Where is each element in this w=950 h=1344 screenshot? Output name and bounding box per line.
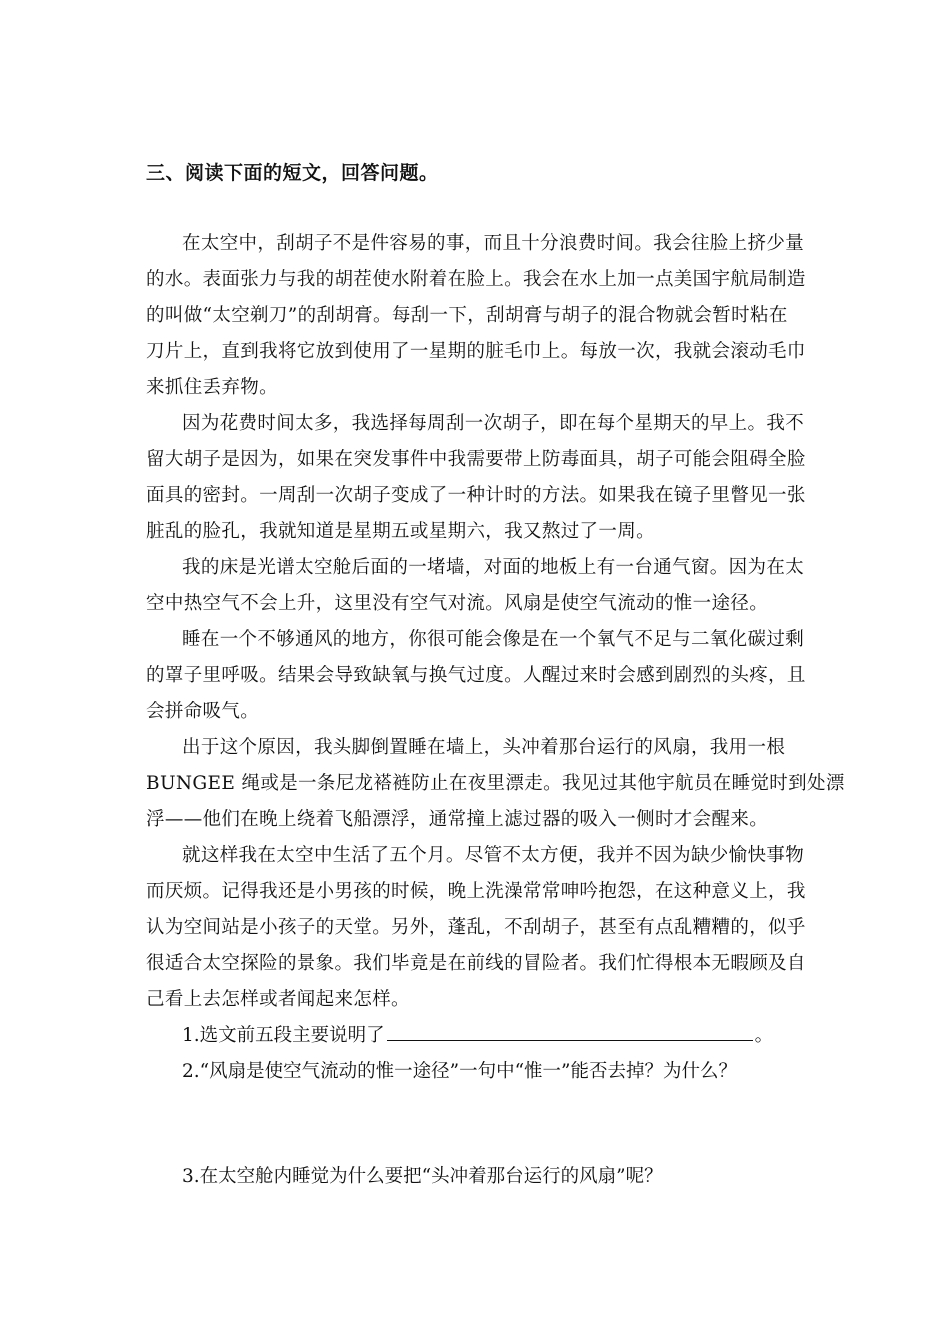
paragraph-2-line-4: 脏乱的脸孔，我就知道是星期五或星期六，我又熬过了一周。 <box>146 521 655 542</box>
question-1-suffix: 。 <box>754 1025 774 1046</box>
paragraph-5-line-2: BUNGEE 绳或是一条尼龙褡裢防止在夜里漂走。我见过其他宇航员在睡觉时到处漂 <box>146 773 845 794</box>
paragraph-6-line-2: 而厌烦。记得我还是小男孩的时候，晚上洗澡常常呻吟抱怨，在这种意义上，我 <box>146 881 806 902</box>
section-heading: 三、阅读下面的短文，回答问题。 <box>146 162 439 184</box>
paragraph-2-line-1: 因为花费时间太多，我选择每周刮一次胡子，即在每个星期天的早上。我不 <box>182 413 805 434</box>
paragraph-3-line-1: 我的床是光谱太空舱后面的一堵墙，对面的地板上有一台通气窗。因为在太 <box>182 557 805 578</box>
paragraph-1-line-1: 在太空中，刮胡子不是件容易的事，而且十分浪费时间。我会往脸上挤少量 <box>182 233 805 254</box>
question-2: 2.“风扇是使空气流动的惟一途径”一句中“惟一”能否去掉？为什么？ <box>182 1061 737 1082</box>
paragraph-2-line-2: 留大胡子是因为，如果在突发事件中我需要带上防毒面具，胡子可能会阻碍全脸 <box>146 449 806 470</box>
paragraph-6-line-1: 就这样我在太空中生活了五个月。尽管不太方便，我并不因为缺少愉快事物 <box>182 845 805 866</box>
paragraph-4-line-3: 会拼命吸气。 <box>146 701 260 722</box>
paragraph-4-line-1: 睡在一个不够通风的地方，你很可能会像是在一个氧气不足与二氧化碳过剩 <box>182 629 805 650</box>
paragraph-1-line-3: 的叫做“太空剃刀”的刮胡膏。每刮一下，刮胡膏与胡子的混合物就会暂时粘在 <box>146 305 788 326</box>
answer-blank[interactable] <box>387 1024 753 1041</box>
paragraph-6-line-3: 认为空间站是小孩子的天堂。另外，蓬乱，不刮胡子，甚至有点乱糟糟的，似乎 <box>146 917 806 938</box>
paragraph-1-line-2: 的水。表面张力与我的胡茬使水附着在脸上。我会在水上加一点美国宇航局制造 <box>146 269 806 290</box>
paragraph-6-line-4: 很适合太空探险的景象。我们毕竟是在前线的冒险者。我们忙得根本无暇顾及自 <box>146 953 806 974</box>
paragraph-1-line-5: 来抓住丢弃物。 <box>146 377 278 398</box>
paragraph-2-line-3: 面具的密封。一周刮一次胡子变成了一种计时的方法。如果我在镜子里瞥见一张 <box>146 485 806 506</box>
paragraph-3-line-2: 空中热空气不会上升，这里没有空气对流。风扇是使空气流动的惟一途径。 <box>146 593 769 614</box>
question-3: 3.在太空舱内睡觉为什么要把“头冲着那台运行的风扇”呢？ <box>182 1166 663 1187</box>
paragraph-5-line-1: 出于这个原因，我头脚倒置睡在墙上，头冲着那台运行的风扇，我用一根 <box>182 737 786 758</box>
paragraph-4-line-2: 的罩子里呼吸。结果会导致缺氧与换气过度。人醒过来时会感到剧烈的头疼，且 <box>146 665 806 686</box>
paragraph-1-line-4: 刀片上，直到我将它放到使用了一星期的脏毛巾上。每放一次，我就会滚动毛巾 <box>146 341 806 362</box>
paragraph-5-line-3: 浮——他们在晚上绕着飞船漂浮，通常撞上滤过器的吸入一侧时才会醒来。 <box>146 809 769 830</box>
question-1-prefix: 1.选文前五段主要说明了 <box>182 1025 385 1046</box>
paragraph-6-line-5: 己看上去怎样或者闻起来怎样。 <box>146 989 410 1010</box>
question-1 <box>182 1021 773 1047</box>
